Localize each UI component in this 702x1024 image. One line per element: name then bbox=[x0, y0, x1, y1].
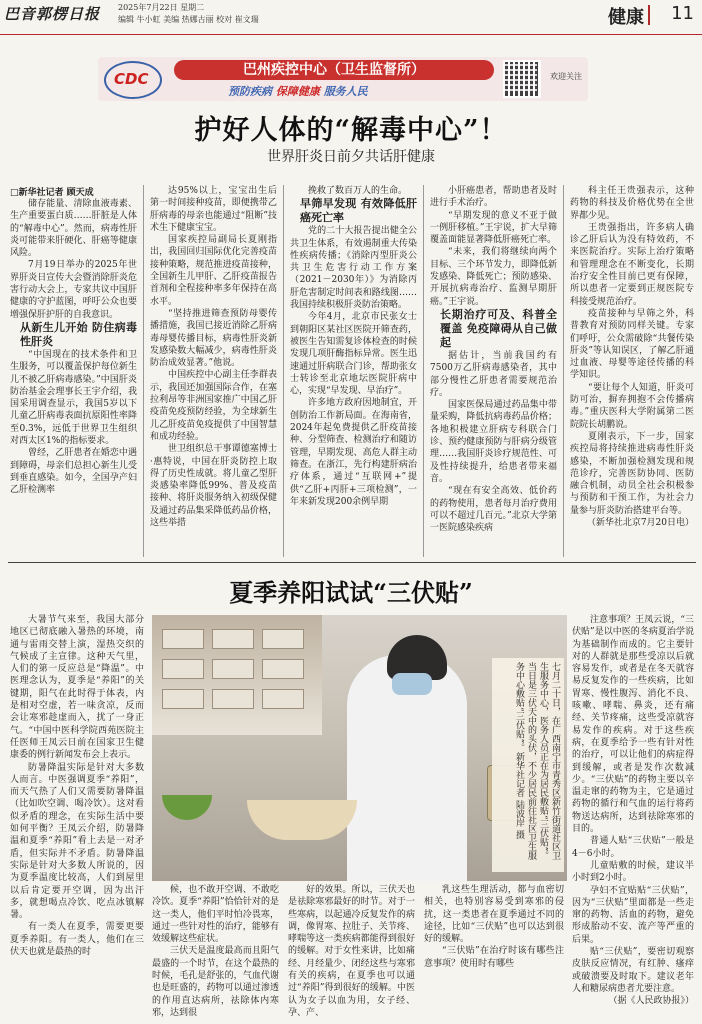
article1-column-4: 小肝癌患者，帮助患者及时进行手术治疗。 “早期发现的意义不亚于做一例肝移植。”王宇说，扩大早筛覆盖面能显著降低肝癌死亡率。 “未来，我们将继续向两个目标、三个环节发力，即降低新发感染、降低死亡；预防感染、开展抗病毒治疗、监测早期肝癌。”王宇说。 长期治疗可及、科普全覆盖 免疫障碍从自己做起 据估计，当前我国约有7500万乙肝病毒感染者，其中部分慢性乙肝患者需要规范治疗。 国家医保局通过药品集中带量采购，降低抗病毒药品价格；各地积极建立肝病专科联合门诊、预约健康预防与肝病分级管理……我国肝炎诊疗规范性、可及性持续提升，给患者带来福音。 “现在有安全高效、低价药的药物使用，患者每月治疗费用可以不超过几百元。”北京大学第一医院感染疾病 bbox=[430, 186, 557, 534]
editor-credits: 编辑 牛小虹 美编 热娜古丽 校对 崔文瑞 bbox=[118, 15, 259, 24]
follow-label: 欢迎关注 bbox=[550, 72, 582, 81]
article1-subhead-3: 长期治疗可及、科普全覆盖 免疫障碍从自己做起 bbox=[440, 307, 557, 349]
article2-column-1: 大暑节气来至，我国大部分地区已彻底融入暑热的环境，南通与雷雨交替上演，湿热交织的气候成了主宣律。这种天气里，人们的第一反应总是“降温”。中医理念认为，夏季是“养阳”的关键期，阳气在此时得于体表，内是相对空虚，若一味贪凉，反而会让寒邪趁虚而入，扰了一身正气。“中国中医科学院西苑医院主任医师王凤云日前在国家卫生健康委的例行新闻发布会上表示。 防暑降温实际是针对大多数人而言。中医强调夏季“养阳”，而天气热了人们又需要防暑降温（比如吹空调、喝冷饮）。这对看似矛盾的理念，在实际生活中要如何平衡？王凤云介绍，防暑降温和夏季“养阳”看上去是一对矛盾，但实际并不矛盾。防暑降温实际是针对大多数人所说的，因为夏季温度比较高，人们到屋里以后肯定要开空调，因为出汗多，就想喝点冷饮、吃点冰镇解暑。 有一类人在夏季，需要更要夏季养阳。有一类人，他们在三伏天也就是最热的时 bbox=[10, 615, 144, 958]
photo-caption: 七月二十日，在广西南宁市青秀区新竹街道社区卫生服务中心，医务人员正在为居民敷贴“三伏贴”。当日是三伏天中的头伏，不少居民前往社区卫生服务中心敷贴“三伏贴”。新华社记者 陆波岸 摄 bbox=[492, 658, 564, 872]
article1-credit: （新华社北京7月20日电） bbox=[586, 518, 694, 529]
article2-column-4: 乳这些生理活动，都与血密切相关，也特别容易受到寒邪的侵扰，这一类患者在夏季通过不同的途径，比如“三伏贴”也可以达到很好的缓解。 “三伏贴”在治疗时该有哪些注意事项？使用时有哪些 bbox=[424, 885, 564, 969]
article2-credit: （据《人民政协报》） bbox=[608, 996, 694, 1007]
article2-headline: 夏季养阳试试“三伏贴” bbox=[229, 578, 473, 607]
section-rule bbox=[8, 562, 696, 563]
masthead bbox=[0, 0, 702, 35]
paper-logo: 巴音郭楞日报 bbox=[4, 5, 101, 23]
cdc-logo-icon: CDC bbox=[104, 61, 162, 99]
article1-column-3: 挽救了数百万人的生命。 早筛早发现 有效降低肝癌死亡率 党的二十大报告提出健全公共卫生体系，有效遏制重大传染性疾病传播；《消除丙型肝炎公共卫生危害行动工作方案（2021－2030年）》为消除丙肝危害制定时间表和路线图……我国持续积极肝炎防治策略。 今年4月，北京市民张女士到朝阳区某社区医院开筛查药，被医生告知需复诊体检查的时候发现几项肝酶指标异常。医生迅速通过肝病联合门诊，帮助张女士转诊至北京地坛医院肝病中心，实现“早发现、早治疗”。 许多地方政府因地制宜，开创防治工作新局面。在海南省，2024年起免费提供乙肝疫苗接种、分型筛查、检测治疗和随访管理，早期发现、高危人群主动筛查。在浙江，先行构建肝病治疗体系，通过“互联网+”提供“乙肝+丙肝+三项检测”，一年来新发现200余例早期 bbox=[290, 186, 417, 507]
article1-column-5: 科主任王贵强表示，这种药物的科技及价格优势在全世界都少见。 王贵强指出，许多病人确诊乙肝后认为没有特效药，不来医院治疗。实际上治疗策略和管理理念在不断变化，长期治疗安全性目前已更有保障，所以患者一定要到正规医院专科接受规范治疗。 疫苗接种与早筛之外，科普教育对预防同样关键。专家们呼吁，公众需破除“共餐传染肝炎”等认知误区，了解乙肝通过血液、母婴等途径传播的科学知识。 “要让每个人知道，肝炎可防可治，摒弃拥抱不会传播病毒。”重庆医科大学附属第二医院院长胡鹏说。 夏刚表示，下一步，国家疾控局将持续推进病毒性肝炎感染，不断加强检测发现和规范诊疗，完善医防协同、医防融合机制，动员全社会积极参与预防和干预工作，为社会力量参与肝炎防治搭建平台等。 （新华社北京7月20日电） bbox=[570, 186, 694, 529]
article1-column-1: 储存能量、清除血液毒素、生产重要蛋白质……肝脏是人体的“解毒中心”。然而，病毒性肝炎可能带来肝硬化、肝癌等健康风险。 7月19日举办的2025年世界肝炎日宣传大会暨消除肝炎危害行动大会上，专家共议中国肝健康的守护蓝图，呼吁公众也要增强保肝护肝的自我意识。 从新生儿开始 防住病毒性肝炎 “中国现在的技术条件和卫生服务，可以覆盖保护每位新生儿不被乙肝病毒感染。”中国肝炎防治基金会理事长王宇介绍，我国采用调查显示，我国5岁以下儿童乙肝病毒表面抗原阳性率降至0.3%，远低于世界卫生组织对西太区1%的指标要求。 曾经，乙肝患者在婚恋中遇到障碍，母亲们总担心新生儿受到垂直感染。如今，全国孕产妇乙肝检测率 bbox=[10, 199, 137, 496]
section-title: 健康 bbox=[608, 7, 644, 28]
article2-column-3: 好的效果。所以，三伏天也是祛除寒邪最好的时节。对于一些寒病，以起通冷反复发作的病调，像胃寒、拉肚子、关节疼、哮喘等这一类疾病都能得到很好的缓解。对于女性来讲，比如痛经、月经量少、闭经这些与寒邪有关的疾病，在夏季也可以通过“养阳”得到很好的缓解。中医认为女子以血为用，女子经、孕、产、 bbox=[288, 885, 415, 1018]
article1-byline: □新华社记者 顾天成 bbox=[10, 188, 94, 198]
article2-column-5: 注意事项？王凤云说，“三伏贴”是以中医的冬病夏治学说为基础制作而成的。它主要针对的人群就是那些受凉以后就容易发作，或者是在冬天就容易反复发作的一些疾病，比如胃寒、慢性腹泻、消化不良、咳嗽、哮喘、鼻炎，还有痛经、关节疼痛，这些受凉就容易发作的疾病。对于这些疾病，在夏季给予一些有针对性的治疗，可以让他们的病症得到缓解，或者是发作次数减少。“三伏贴”的药物主要以辛温走窜的药物为主，它是通过药物的循行和气血的运行将药物送达病所，达到祛除寒邪的目的。 普通人贴“三伏贴”一般是4－6小时。 儿童贴敷的时候，建议半小时到2小时。 孕妇不宜贴贴“三伏贴”，因为“三伏贴”里面都是一些走窜的药物、活血的药物，避免形成胎动不安、流产等严重的后果。 贴“三伏贴”，要密切观察皮肤反应情况，有红肿、瘙痒或破溃要及时取下。建议老年人和糖尿病患者尤要注意。 （据《人民政协报》） bbox=[572, 615, 694, 1007]
article1-headline: 护好人体的“解毒中心”！ bbox=[194, 115, 508, 146]
article1-subhead-1: 从新生儿开始 防住病毒性肝炎 bbox=[20, 320, 137, 348]
article1-column-2: 达95%以上，宝宝出生后第一时间接种疫苗，即便携带乙肝病毒的母亲也能通过“阻断”技术生下健康宝宝。 国家疾控局副局长夏刚指出，我国回归国际优化完善疫苗接种策略，规范推进疫苗接种，全国新生儿甲肝、乙肝疫苗报告首剂和全程接种率多年保持在高水平。 “坚持推进筛查预防母婴传播措施，我国已接近消除乙肝病毒母婴传播目标，病毒性肝炎新发感染数大幅减少，病毒性肝炎防治成效显著。”他说。 中国疾控中心副主任李群表示，我国还加强国际合作，在塞拉利昂等非洲国家推广中国乙肝疫苗免疫预防经验，为全球新生儿乙肝疫苗免疫提供了中国智慧和成功经验。 世卫组织总干事谭德塞博士·惠特说，中国在肝炎防控上取得了历史性成就。将儿童乙型肝炎感染率降低99%、普及疫苗接种、将肝炎服务纳入初级保健及通过药品集采降低药品价格，这些举措 bbox=[150, 186, 277, 529]
section-divider bbox=[648, 5, 650, 25]
cdc-banner bbox=[98, 57, 588, 101]
banner-slogan: 预防疾病 保障健康 服务人民 bbox=[228, 85, 368, 98]
article2-column-2: 候，也不敢开空调、不敢吃冷饮。夏季“养阳”恰恰针对的是这一类人，他们平时怕冷畏寒，通过一些针对性的治疗，能够有效缓解这些症状。 三伏天是温度最高而且阳气最盛的一个时节，在这个最热的时候，毛孔是舒张的，气血代谢也是旺盛的，药物可以通过渗透的作用直达病所，祛除体内寒邪，达到很 bbox=[152, 885, 279, 1018]
article1-subheadline: 世界肝炎日前夕共话肝健康 bbox=[267, 149, 435, 165]
issue-date: 2025年7月22日 星期二 bbox=[118, 3, 205, 12]
banner-title: 巴州疾控中心（卫生监督所） bbox=[174, 60, 494, 80]
article1-subhead-2: 早筛早发现 有效降低肝癌死亡率 bbox=[300, 197, 417, 225]
page-number: 11 bbox=[671, 3, 694, 24]
